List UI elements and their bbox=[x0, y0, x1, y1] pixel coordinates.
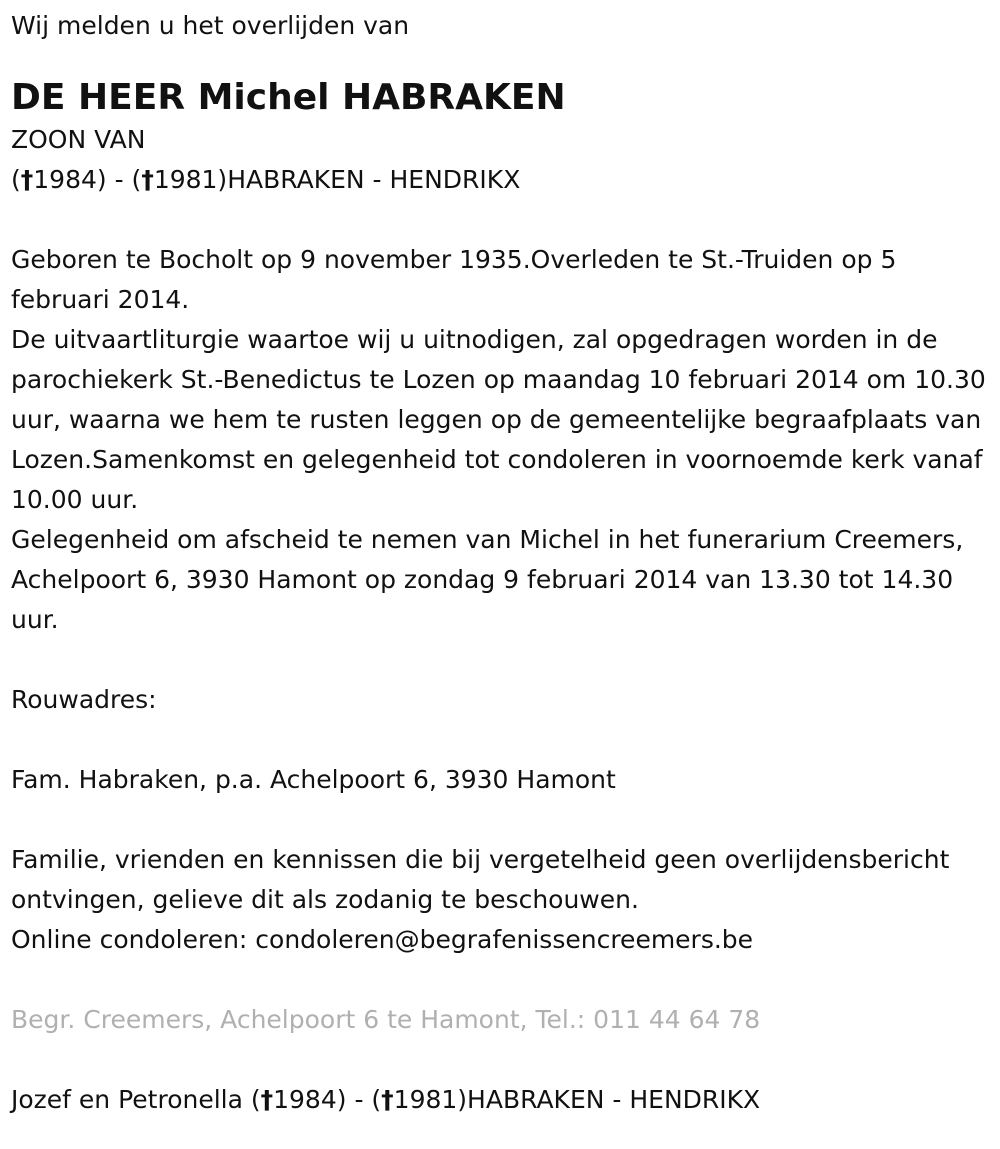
footer-year-2: 1981)HABRAKEN - HENDRIKX bbox=[393, 1085, 761, 1114]
funeral-home-info: Begr. Creemers, Achelpoort 6 te Hamont, Tel.: 011 44 64 78 bbox=[11, 1005, 761, 1034]
mourning-address: Fam. Habraken, p.a. Achelpoort 6, 3930 Hamont bbox=[11, 765, 616, 794]
parents-year-2: 1981)HABRAKEN - HENDRIKX bbox=[153, 165, 521, 194]
spacer bbox=[11, 800, 989, 840]
spacer bbox=[11, 720, 989, 760]
cross-icon: † bbox=[141, 165, 154, 194]
spacer bbox=[11, 640, 989, 680]
footer-parents-open: Jozef en Petronella ( bbox=[11, 1085, 261, 1114]
cross-icon: † bbox=[381, 1085, 394, 1114]
birth-death-paragraph: Geboren te Bocholt op 9 november 1935.Overleden te St.-Truiden op 5 februari 2014. bbox=[11, 245, 897, 314]
parents-year-1: 1984) - ( bbox=[33, 165, 142, 194]
cross-icon: † bbox=[260, 1085, 274, 1114]
spacer bbox=[11, 1040, 989, 1080]
intro-text: Wij melden u het overlijden van bbox=[11, 11, 410, 40]
parents-open: ( bbox=[11, 165, 21, 194]
liturgy-paragraph: De uitvaartliturgie waartoe wij u uitnodigen, zal opgedragen worden in de parochiekerk St.-Benedictus te Lozen op maandag 10 februari 2014 om 10.30 uur, waarna we hem te rusten leggen op de gemeentelijke begraafplaats van Lozen.Samenkomst en gelegenheid tot condoleren in voornoemde kerk vanaf 10.00 uur. bbox=[11, 325, 986, 514]
online-condolence: Online condoleren: condoleren@begrafenissencreemers.be bbox=[11, 925, 754, 954]
spacer bbox=[11, 200, 989, 240]
footer-year-1: 1984) - ( bbox=[273, 1085, 382, 1114]
footer-parents-line bbox=[11, 1080, 989, 1120]
parents-line bbox=[11, 160, 989, 200]
cross-icon: † bbox=[20, 165, 34, 194]
relation-text: ZOON VAN bbox=[11, 125, 146, 154]
deceased-name: DE HEER Michel HABRAKEN bbox=[11, 77, 566, 118]
spacer bbox=[11, 960, 989, 1000]
farewell-paragraph: Gelegenheid om afscheid te nemen van Michel in het funerarium Creemers, Achelpoort 6, 3930 Hamont op zondag 9 februari 2014 van 13.30 tot 14.30 uur. bbox=[11, 525, 964, 634]
family-paragraph: Familie, vrienden en kennissen die bij vergetelheid geen overlijdensbericht ontvingen, gelieve dit als zodanig te beschouwen. bbox=[11, 845, 950, 914]
mourning-address-label: Rouwadres: bbox=[11, 685, 157, 714]
